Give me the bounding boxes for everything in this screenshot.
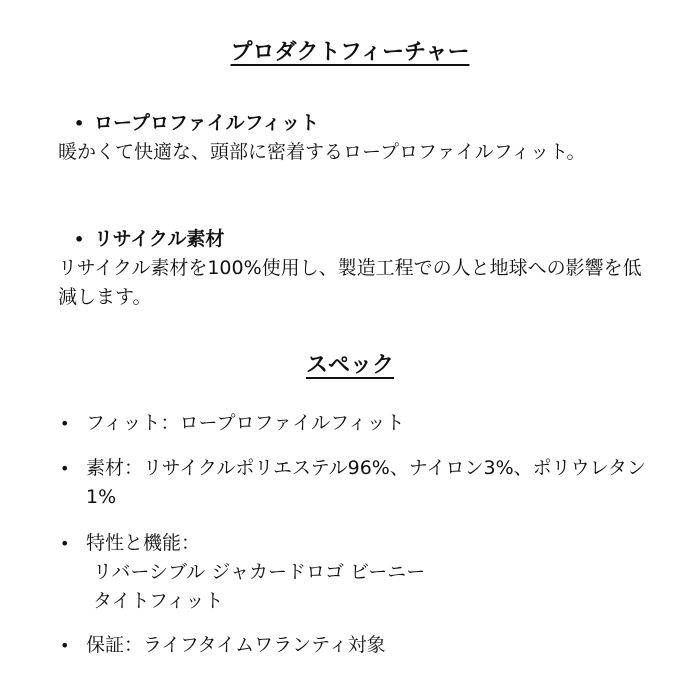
spec-item-material	[60, 454, 650, 512]
spec-text: フィット：ロープロファイルフィット	[86, 412, 405, 434]
feature-heading-recycled	[74, 225, 224, 254]
spec-text: 特性と機能：	[86, 532, 201, 554]
bullet-icon: •	[74, 230, 85, 249]
spec-text: 素材：リサイクルポリエステル96%、ナイロン3%、ポリウレタン1%	[86, 457, 646, 508]
bullet-icon: •	[74, 114, 85, 133]
spec-sub-line: タイトフィット	[93, 590, 224, 612]
spec-item-fit	[60, 409, 650, 438]
feature-heading-label: ロープロファイルフィット	[94, 112, 320, 134]
spec-item-warranty	[60, 631, 650, 660]
product-features-title: プロダクトフィーチャー	[230, 40, 470, 65]
feature-body-low-profile: 暖かくて快適な、頭部に密着するロープロファイルフィット。	[58, 141, 586, 163]
bullet-icon: •	[60, 636, 70, 655]
feature-body-recycled: リサイクル素材を100%使用し、製造工程での人と地球への影響を低減します。	[58, 257, 642, 308]
bullet-icon: •	[60, 534, 70, 553]
feature-heading-label: リサイクル素材	[94, 228, 225, 250]
spec-item-features	[60, 529, 650, 616]
specs-title: スペック	[305, 353, 394, 378]
spec-sub-line: リバーシブル ジャカードロゴ ビーニー	[93, 561, 426, 583]
feature-heading-low-profile	[74, 109, 319, 138]
bullet-icon: •	[60, 459, 70, 478]
spec-text: 保証：ライフタイムワランティ対象	[86, 634, 386, 656]
bullet-icon: •	[60, 414, 70, 433]
